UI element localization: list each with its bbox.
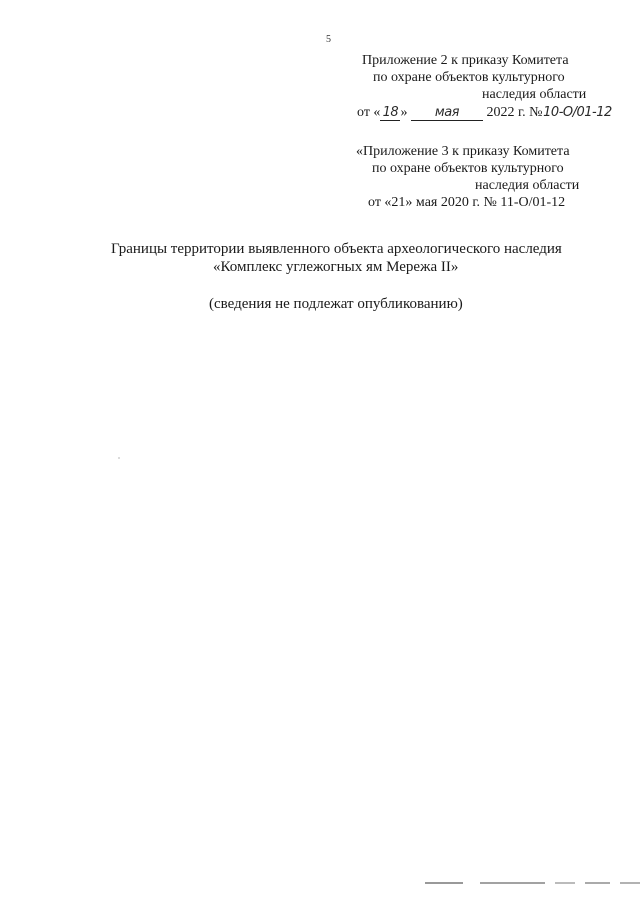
document-heading — [0, 240, 640, 320]
appendix-3-line-3: наследия области — [475, 178, 580, 193]
footer-scan-lines — [425, 882, 640, 884]
heading-line-1: Границы территории выявленного объекта археологического наследия — [111, 241, 562, 257]
appendix-2-line-2: по охране объектов культурного — [373, 70, 565, 85]
appendix-2-line-3: наследия области — [482, 87, 587, 102]
number-handwritten: 10-О/01-12 — [543, 105, 612, 120]
date-mid: » — [400, 105, 408, 120]
month-handwritten: мая — [411, 106, 483, 121]
heading-line-2: «Комплекс углежогных ям Мережа II» — [213, 259, 459, 275]
appendix-3-line-1: «Приложение 3 к приказу Комитета — [356, 144, 570, 159]
date-prefix: от « — [357, 105, 381, 120]
appendix-2-block — [0, 52, 640, 132]
appendix-3-block — [0, 143, 640, 215]
day-handwritten: 18 — [380, 106, 400, 121]
page-number: 5 — [326, 34, 331, 45]
year-text: 2022 г. № — [486, 105, 543, 120]
appendix-2-date-line — [357, 104, 612, 121]
appendix-3-line-4: от «21» мая 2020 г. № 11-О/01-12 — [368, 195, 566, 210]
scan-speck — [118, 457, 120, 459]
heading-note: (сведения не подлежат опубликованию) — [209, 296, 463, 312]
appendix-2-line-1: Приложение 2 к приказу Комитета — [362, 53, 569, 68]
appendix-3-line-2: по охране объектов культурного — [372, 161, 564, 176]
